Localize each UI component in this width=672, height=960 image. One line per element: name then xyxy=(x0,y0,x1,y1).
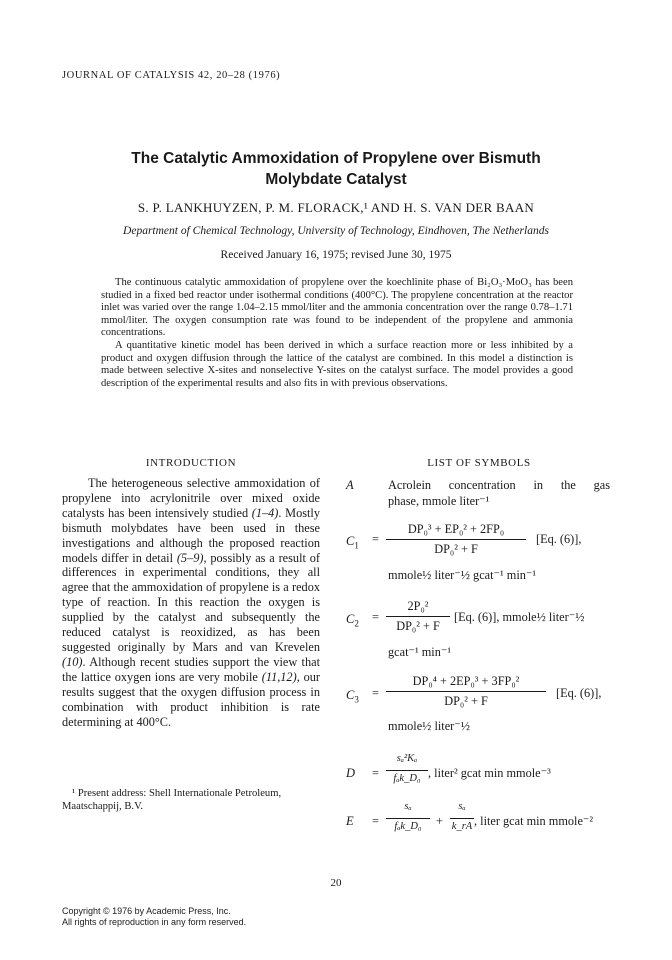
citation: (11,12) xyxy=(261,669,297,684)
symbol-e-fraction-bar-1 xyxy=(386,818,430,819)
symbol-c2-numerator: 2P₀² xyxy=(407,599,429,613)
copyright-line-2: All rights of reproduction in any form reserved. xyxy=(62,917,247,927)
introduction-body xyxy=(62,476,320,729)
symbol-c1-equals: = xyxy=(372,532,379,546)
symbol-a-letter: A xyxy=(346,478,354,492)
symbol-c2-units: gcat⁻¹ min⁻¹ xyxy=(388,645,452,659)
symbol-c1-sub: 1 xyxy=(354,540,359,551)
symbol-e-denominator-2: k_rA xyxy=(451,821,473,832)
intro-text: . Mostly bismuth molybdates have been used in these investigations and although the proposed reaction models differ in detail xyxy=(62,505,320,565)
symbol-c3-letter xyxy=(346,688,359,705)
authors: S. P. LANKHUYZEN, P. M. FLORACK,¹ AND H. S. VAN DER BAAN xyxy=(137,200,535,215)
symbol-c2-char: C xyxy=(346,612,355,626)
received-dates: Received January 16, 1975; revised June 30, 1975 xyxy=(220,249,452,261)
abstract-paragraph-1: The continuous catalytic ammoxidation of propylene over the koechlinite phase of Bi₂O₃·MoO₃ has been studied in a fixed bed reactor under isothermal conditions (400°C). The propylene concentration at the reactor inlet was varied over the range 1.04–2.15 mmol/liter and the ammonia concentration over the range 0.78–1.71 mmol/liter. The oxygen consumption rate was found to be independent of the propylene and ammonia concentrations. xyxy=(101,277,573,339)
intro-text: The heterogeneous selective ammoxidation of propylene into acrylonitrile over mixed oxide catalysts has been intensively studied xyxy=(62,476,320,520)
symbol-e-tail: , liter gcat min mmole⁻² xyxy=(474,814,594,828)
symbol-c1-numerator: DP₀³ + EP₀² + 2FP₀ xyxy=(407,522,505,536)
symbols-heading: LIST OF SYMBOLS xyxy=(427,457,531,469)
symbol-c2-fraction-bar xyxy=(386,616,450,617)
symbol-c3-units: mmole½ liter⁻½ xyxy=(388,719,470,733)
copyright-notice xyxy=(62,906,246,928)
title-line-2: Molybdate Catalyst xyxy=(265,171,407,188)
symbol-c3-char: C xyxy=(346,688,355,702)
symbol-c1-denominator: DP₀² + F xyxy=(434,542,478,556)
symbol-c3-ref: [Eq. (6)], xyxy=(556,686,602,700)
symbol-d-numerator: sₐ²Kₐ xyxy=(396,753,418,764)
symbol-c2-letter xyxy=(346,612,359,629)
symbol-c2-denominator: DP₀² + F xyxy=(396,619,440,633)
title-line-1: The Catalytic Ammoxidation of Propylene over Bismuth xyxy=(131,150,541,167)
symbol-c1-char: C xyxy=(346,534,355,548)
page-number: 20 xyxy=(330,877,342,889)
symbol-e-numerator-1: sₐ xyxy=(404,801,412,812)
symbol-e-fraction-bar-2 xyxy=(450,818,474,819)
symbol-d-fraction-bar xyxy=(386,770,428,771)
symbol-c1-ref: [Eq. (6)], xyxy=(536,532,582,546)
symbol-c2-ref: [Eq. (6)], mmole½ liter⁻½ xyxy=(454,610,585,624)
footnote-text: ¹ Present address: Shell Internationale Petroleum, Maatschappij, B.V. xyxy=(62,788,282,812)
symbol-e-numerator-2: sₐ xyxy=(458,801,466,812)
symbol-d-tail: , liter² gcat min mmole⁻³ xyxy=(428,766,551,780)
symbol-a-line-2: phase, mmole liter⁻¹ xyxy=(388,494,490,508)
symbol-d-equals: = xyxy=(372,766,379,780)
introduction-paragraph xyxy=(62,476,320,729)
symbol-d-denominator: fₐk_D₀ xyxy=(393,773,421,784)
symbol-c1-letter xyxy=(346,534,359,551)
symbol-c2-equals: = xyxy=(372,610,379,624)
abstract-paragraph-2: A quantitative kinetic model has been derived in which a surface reaction more or less inhibited by a product and oxygen diffusion through the lattice of the catalyst are combined. In this model a distinction is made between selective X-sites and nonselective Y-sites on the catalyst surface. The model provides a good description of the experimental results and also fits in with previous observations. xyxy=(101,339,573,389)
symbol-c3-numerator: DP₀⁴ + 2EP₀³ + 3FP₀² xyxy=(412,674,520,688)
symbol-a-line-1: Acrolein concentration in the gas xyxy=(388,478,610,492)
citation: (5–9) xyxy=(176,550,204,565)
intro-text: . Although recent studies support the view that the lattice oxygen ions are very mobile xyxy=(62,654,320,684)
journal-header: JOURNAL OF CATALYSIS 42, 20–28 (1976) xyxy=(62,70,281,81)
symbol-c1-units: mmole½ liter⁻½ gcat⁻¹ min⁻¹ xyxy=(388,568,537,582)
symbol-c1-fraction-bar xyxy=(386,539,526,540)
symbol-d-letter: D xyxy=(346,766,356,780)
article-title xyxy=(60,148,612,190)
citation: (10) xyxy=(62,654,83,669)
citation: (1–4) xyxy=(251,505,279,520)
symbol-c3-sub: 3 xyxy=(354,694,359,705)
intro-text: , possibly as a result of differences in experimental conditions, they all agree that the ammoxidation of propylene is a redox type of reaction. In this reaction the oxygen is supplied by the catalyst and subsequently the reduced catalyst is reoxidized, as has been suggested originally by Mars and van Krevelen xyxy=(62,550,320,654)
symbol-e-denominator-1: fₐk_D₀ xyxy=(394,821,422,832)
introduction-heading: INTRODUCTION xyxy=(145,457,237,469)
intro-text: , our results suggest that the oxygen diffusion process in combination with product inhibition is rate determining at 400°C. xyxy=(62,669,321,729)
symbol-e-equals: = xyxy=(372,814,379,828)
symbol-c2-sub: 2 xyxy=(354,618,359,629)
symbol-e-letter: E xyxy=(346,814,354,828)
symbol-c3-equals: = xyxy=(372,686,379,700)
copyright-line-1: Copyright © 1976 by Academic Press, Inc. xyxy=(62,906,231,916)
footnote xyxy=(62,788,324,813)
symbol-c3-fraction-bar xyxy=(386,691,546,692)
abstract xyxy=(101,277,573,390)
symbol-e-plus: + xyxy=(436,814,443,828)
affiliation: Department of Chemical Technology, University of Technology, Eindhoven, The Netherlands xyxy=(123,225,549,237)
symbol-c3-denominator: DP₀² + F xyxy=(444,694,488,708)
